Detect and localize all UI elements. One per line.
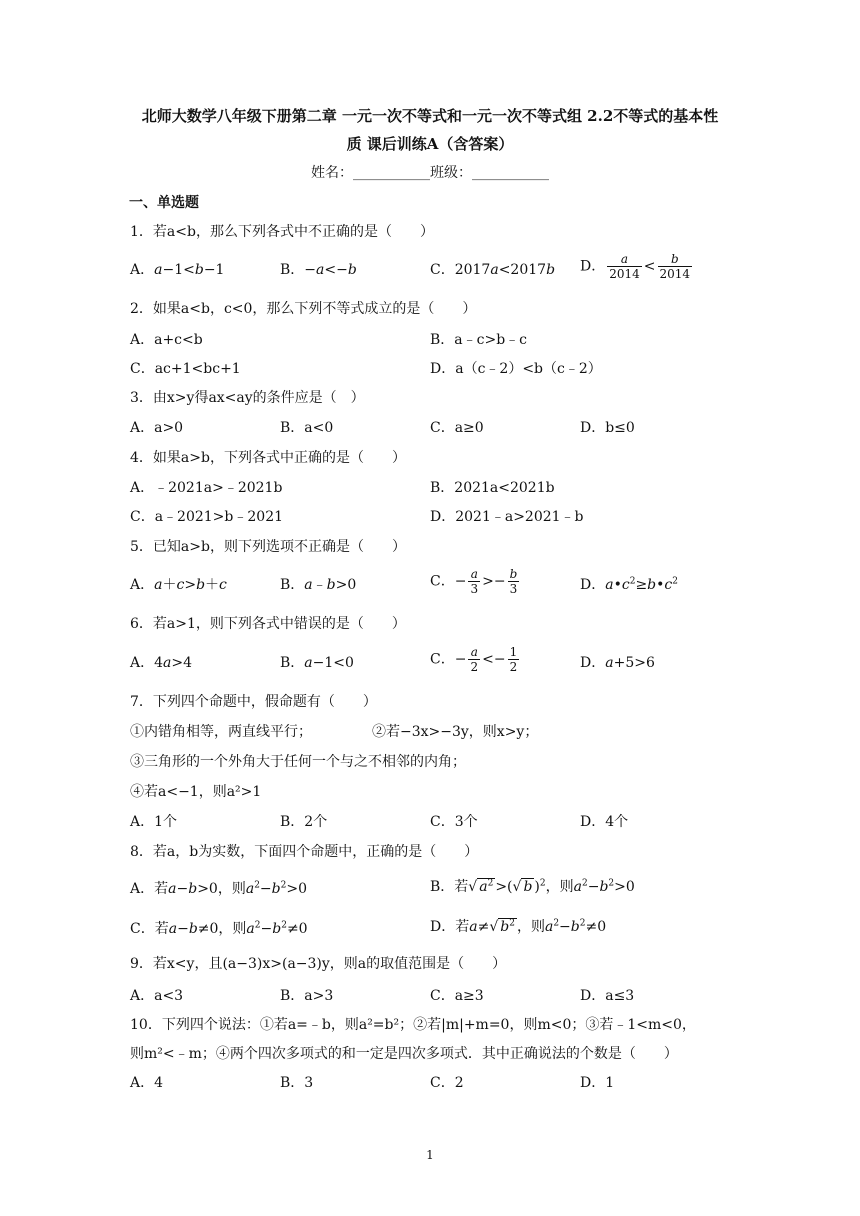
q5-option-b: B．a﹣b>0 <box>280 577 357 593</box>
question-5: 5．已知a>b，则下列选项不正确是（ ） <box>130 539 406 555</box>
q5-option-a: A．a＋c>b＋c <box>130 577 227 593</box>
q2-option-d: D．a（c﹣2）<b（c﹣2） <box>430 361 602 377</box>
q5-option-d: D．$a•c^2\ge b•c^2$ <box>580 576 678 593</box>
q8-option-c: C．若a−b≠0，则$a^2-b^2\ne 0$ <box>130 920 308 937</box>
q7-option-a: A．1个 <box>130 814 178 830</box>
question-10-line2: 则m²<﹣m；④两个四次多项式的和一定是四次多项式．其中正确说法的个数是（ ） <box>130 1046 678 1062</box>
q2-option-c: C．ac+1<bc+1 <box>130 361 241 377</box>
doc-title-line1: 北师大数学八年级下册第二章 一元一次不等式和一元一次不等式组 2.2不等式的基本性 <box>141 107 719 125</box>
q2-option-a: A．a+c<b <box>130 332 203 348</box>
q10-option-b: B．3 <box>280 1075 314 1091</box>
q4-option-c: C．a﹣2021>b﹣2021 <box>130 509 284 525</box>
q4-option-a: A．﹣2021a>﹣2021b <box>130 480 283 496</box>
q9-option-d: D．a≤3 <box>580 988 635 1004</box>
q1-option-c: C．2017a<2017b <box>430 262 556 278</box>
page-number: 1 <box>426 1148 434 1162</box>
q4-option-d: D．2021﹣a>2021﹣b <box>430 509 584 525</box>
q7-option-d: D．4个 <box>580 814 629 830</box>
q8-option-a: A．若a−b>0，则$a^2-b^2>0$ <box>130 880 307 897</box>
q3-option-d: D．b≤0 <box>580 420 635 436</box>
q6-option-d: D．a+5>6 <box>580 655 655 671</box>
q1-option-b: B．−a<−b <box>280 262 357 278</box>
q3-option-a: A．a>0 <box>130 420 184 436</box>
q7-statement-2: ②若−3x>−3y，则x>y； <box>372 724 539 740</box>
q10-option-c: C．2 <box>430 1075 464 1091</box>
q3-option-b: B．a<0 <box>280 420 334 436</box>
section-heading: 一、单选题 <box>129 195 199 211</box>
q8-option-b: B．若√ $a^2$ >(√ b )$^2$，则$a^2-b^2>0$ <box>430 878 635 895</box>
question-1: 1．若a<b，那么下列各式中不正确的是（ ） <box>130 224 434 240</box>
q7-option-b: B．2个 <box>280 814 328 830</box>
question-8: 8．若a，b为实数，下面四个命题中，正确的是（ ） <box>130 844 479 860</box>
q7-statement-4: ④若a<−1，则a²>1 <box>130 784 262 800</box>
question-2: 2．如果a<b，c<0，那么下列不等式成立的是（ ） <box>130 301 477 317</box>
q7-statement-3: ③三角形的一个外角大于任何一个与之不相邻的内角； <box>130 754 466 770</box>
q2-option-b: B．a﹣c>b﹣c <box>430 332 528 348</box>
question-10-line1: 10．下列四个说法：①若a=﹣b，则a²=b²；②若|m|+m=0，则m<0；③若﹣1<m<0， <box>130 1017 696 1033</box>
q6-option-b: B．a−1<0 <box>280 655 354 671</box>
q5-option-c: C．− $\frac{a}{3}$ >− $\frac{b}{3}$ <box>430 567 518 596</box>
q7-option-c: C．3个 <box>430 814 478 830</box>
question-3: 3．由x>y得ax<ay的条件应是（ ） <box>130 390 365 406</box>
q10-option-a: A．4 <box>130 1075 164 1091</box>
q6-option-c: C．− $\frac{a}{2}$ <− $\frac{1}{2}$ <box>430 645 518 674</box>
question-6: 6．若a>1，则下列各式中错误的是（ ） <box>130 616 406 632</box>
q8-option-d: D．若a≠√ $b^2$ ，则$a^2-b^2\ne 0$ <box>430 918 607 935</box>
q1-option-a: A．a−1<b−1 <box>130 262 225 278</box>
q9-option-b: B．a>3 <box>280 988 334 1004</box>
q10-option-d: D．1 <box>580 1075 615 1091</box>
q4-option-b: B．2021a<2021b <box>430 480 555 496</box>
q7-statement-1: ①内错角相等，两直线平行； <box>130 724 312 740</box>
question-7: 7．下列四个命题中，假命题有（ ） <box>130 694 377 710</box>
question-9: 9．若x<y，且(a−3)x>(a−3)y，则a的取值范围是（ ） <box>130 956 507 972</box>
question-4: 4．如果a>b，下列各式中正确的是（ ） <box>130 450 406 466</box>
student-info-line: 姓名：___________班级：___________ <box>311 165 549 181</box>
q3-option-c: C．a≥0 <box>430 420 484 436</box>
q9-option-a: A．a<3 <box>130 988 184 1004</box>
doc-title-line2: 质 课后训练A（含答案） <box>346 135 514 153</box>
q9-option-c: C．a≥3 <box>430 988 484 1004</box>
q1-option-d: D． $\frac{a}{2014}$ < $\frac{b}{2014}$ <box>580 252 691 281</box>
q6-option-a: A．4a>4 <box>130 655 193 671</box>
